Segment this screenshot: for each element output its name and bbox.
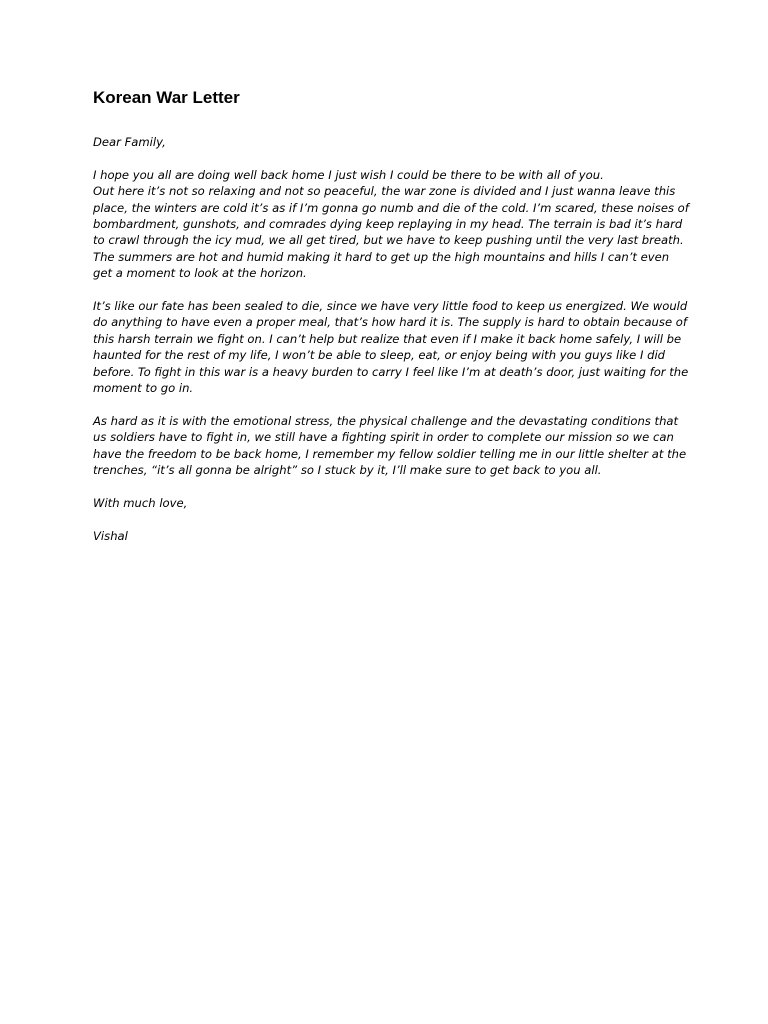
paragraph-1-line: bombardment, gunshots, and comrades dying keep replaying in my head. The terrain is bad it’s hard	[93, 217, 683, 232]
paragraph-3-line: us soldiers have to fight in, we still have a fighting spirit in order to complete our mission so we can	[93, 430, 674, 445]
paragraph-3	[93, 413, 685, 479]
document-title: Korean War Letter	[93, 88, 240, 107]
closing: With much love,	[93, 495, 188, 510]
paragraph-1-line: place, the winters are cold it’s as if I’m gonna go numb and die of the cold. I’m scared, these noises of	[93, 200, 689, 215]
paragraph-2-line: It’s like our fate has been sealed to die, since we have very little food to keep us energized. We would	[93, 299, 688, 314]
paragraph-2-line: do anything to have even a proper meal, that’s how hard it is. The supply is hard to obtain because of	[93, 315, 687, 330]
paragraph-1-line: I hope you all are doing well back home I just wish I could be there to be with all of you.	[93, 167, 604, 182]
paragraph-1-line: Out here it’s not so relaxing and not so peaceful, the war zone is divided and I just wanna leave this	[93, 184, 676, 199]
paragraph-2-line: haunted for the rest of my life, I won’t be able to sleep, eat, or enjoy being with you guys like I did	[93, 348, 666, 363]
salutation: Dear Family,	[93, 135, 166, 149]
paragraph-1-line: get a moment to look at the horizon.	[93, 266, 307, 281]
paragraph-1	[93, 167, 689, 282]
paragraph-3-line: have the freedom to be back home, I remember my fellow soldier telling me in our little shelter at the	[93, 446, 687, 461]
paragraph-2	[93, 298, 689, 396]
paragraph-2-line: this harsh terrain we fight on. I can’t help but realize that even if I make it back home safely, I will be	[93, 331, 682, 346]
signature: Vishal	[93, 528, 128, 543]
paragraph-2-line: moment to go in.	[93, 381, 194, 396]
paragraph-3-line: trenches, “it’s all gonna be alright” so I stuck by it, I’ll make sure to get back to you all.	[93, 463, 602, 478]
paragraph-3-line: As hard as it is with the emotional stress, the physical challenge and the devastating conditions that	[93, 413, 679, 428]
paragraph-2-line: before. To fight in this war is a heavy burden to carry I feel like I’m at death’s door, just waiting for the	[93, 364, 689, 379]
paragraph-1-line: The summers are hot and humid making it hard to get up the high mountains and hills I can’t even	[93, 249, 670, 264]
paragraph-1-line: to crawl through the icy mud, we all get tired, but we have to keep pushing until the very last breath.	[93, 233, 684, 248]
letter-body	[93, 134, 689, 560]
